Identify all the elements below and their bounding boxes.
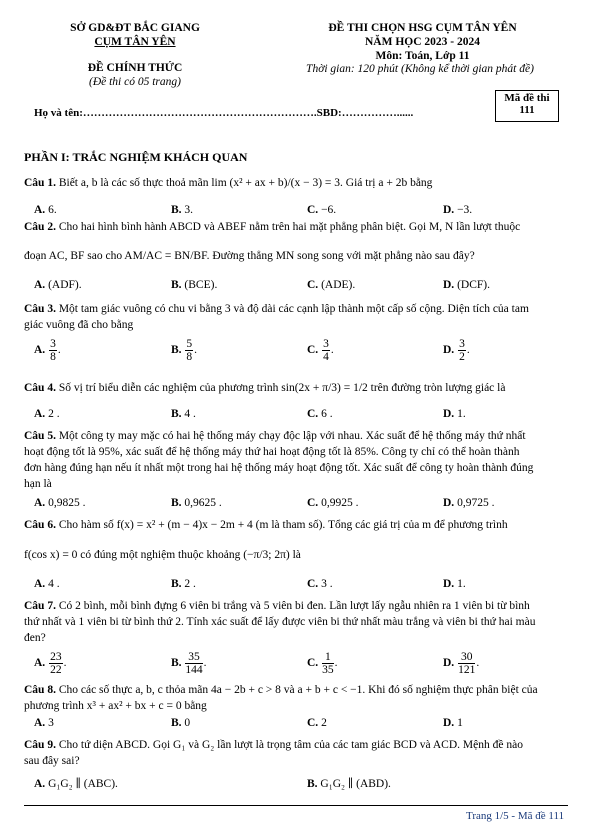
question-text: Một công ty may mặc có hai hệ thống máy chạy độc lập với nhau. Xác suất để hệ thống máy thứ nhất [58,430,526,442]
q4-option-d[interactable]: D. 1. [443,408,466,420]
question-text: Cho các số thực a, b, c thỏa mãn 4a − 2b + c > 8 và a + b + c < −1. Khi đó số nghiệm thực phân biệt của [58,684,538,696]
exam-code-label: Mã đề thi [504,92,550,104]
question-3 [24,303,529,315]
question-text: Số vị trí biểu diễn các nghiệm của phương trình sin(2x + π/3) = 1/2 trên đường tròn lượng giác là [58,382,506,394]
question-4 [24,382,505,394]
footer-divider [24,805,568,806]
question-2-line2: đoạn AC, BF sao cho AM/AC = BN/BF. Đường thẳng MN song song với mặt phẳng nào sau đây? [24,250,475,262]
q1-option-d[interactable]: D. −3. [443,204,473,216]
question-label: Câu 4. [24,382,56,394]
q1-option-b[interactable]: B. 3. [171,204,194,216]
question-1 [24,177,432,189]
q5-option-d[interactable]: D. 0,9725 . [443,497,495,509]
cluster-name: CỤM TÂN YÊN [94,36,176,48]
question-9 [24,739,523,751]
q2-option-a[interactable]: A. (ADF). [34,279,82,291]
q6-option-a[interactable]: A. 4 . [34,578,60,590]
q4-option-b[interactable]: B. 4 . [171,408,196,420]
q9-option-b[interactable]: B. G₁G₂ ∥ (ABD). [307,778,391,790]
page-footer: Trang 1/5 - Mã đề 111 [466,810,565,822]
question-label: Câu 2. [24,221,56,233]
school-year: NĂM HỌC 2023 - 2024 [365,36,480,48]
question-5 [24,430,526,442]
q7-option-c[interactable]: C. $\frac{1}{35}$ . [307,651,338,676]
question-label: Câu 7. [24,600,56,612]
exam-time: Thời gian: 120 phút (Không kể thời gian phát đề) [306,63,534,75]
question-7-line3: đen? [24,632,46,644]
q7-option-d[interactable]: D. $\frac{30}{121}$ . [443,651,480,676]
question-label: Câu 1. [24,177,56,189]
q5-option-a[interactable]: A. 0,9825 . [34,497,86,509]
q3-option-a[interactable]: A. $\frac{3}{8}$ . [34,338,61,363]
question-7 [24,600,530,612]
q6-option-c[interactable]: C. 3 . [307,578,333,590]
q6-option-b[interactable]: B. 2 . [171,578,196,590]
q7-option-b[interactable]: B. $\frac{35}{144}$ . [171,651,207,676]
candidate-name-line: Họ và tên:……………………………………………………….SBD:……………...... [34,107,414,119]
q6-option-d[interactable]: D. 1. [443,578,466,590]
question-8-line2: phương trình x³ + ax² + bx + c = 0 bằng [24,700,207,712]
question-2 [24,221,520,233]
question-5-line3: đơn hàng đúng hạn nếu ít nhất một trong hai hệ thống máy hoạt động tốt. Xác suất để công ty hoàn thành đúng [24,462,534,474]
q5-option-c[interactable]: C. 0,9925 . [307,497,359,509]
q2-option-d[interactable]: D. (DCF). [443,279,490,291]
question-label: Câu 3. [24,303,56,315]
q8-option-d[interactable]: D. 1 [443,717,463,729]
q9-option-a[interactable]: A. G₁G₂ ∥ (ABC). [34,778,118,790]
q8-option-b[interactable]: B. 0 [171,717,191,729]
question-text: Cho tứ diện ABCD. Gọi G₁ và G₂ lần lượt là trọng tâm của các tam giác BCD và ACD. Mệnh đề nào [58,739,523,751]
question-7-line2: thứ nhất và 1 viên bi từ bình thứ 2. Tính xác suất để lấy được viên bi thứ nhất màu trắng và viên bi thứ hai màu [24,616,536,628]
q2-option-b[interactable]: B. (BCE). [171,279,218,291]
q4-option-a[interactable]: A. 2 . [34,408,60,420]
q8-option-a[interactable]: A. 3 [34,717,54,729]
question-6-line2: f(cos x) = 0 có đúng một nghiệm thuộc khoảng (−π/3; 2π) là [24,549,301,561]
question-text: Một tam giác vuông có chu vi bằng 3 và độ dài các cạnh lập thành một cấp số cộng. Diện tích của tam [58,303,529,315]
question-5-line2: hoạt động tốt là 95%, xác suất để hệ thống máy thứ hai hoạt động tốt là 85%. Công ty chỉ có thể hoàn thành [24,446,520,458]
question-8 [24,684,538,696]
pages-note: (Đề thi có 05 trang) [89,76,181,88]
question-text: Cho hai hình bình hành ABCD và ABEF nằm trên hai mặt phẳng phân biệt. Gọi M, N lần lượt thuộc [58,221,521,233]
question-text: Biết a, b là các số thực thoả mãn lim (x² + ax + b)/(x − 3) = 3. Giá trị a + 2b bằng [58,177,433,189]
part-title: PHẦN I: TRẮC NGHIỆM KHÁCH QUAN [24,150,248,164]
q1-option-c[interactable]: C. −6. [307,204,337,216]
subject: Môn: Toán, Lớp 11 [375,50,470,62]
q8-option-c[interactable]: C. 2 [307,717,327,729]
question-text: Có 2 bình, mỗi bình đựng 6 viên bi trắng và 5 viên bi đen. Lần lượt lấy ngẫu nhiên ra 1 viên bi từ bình [58,600,530,612]
q1-option-a[interactable]: A. 6. [34,204,57,216]
question-9-line2: sau đây sai? [24,755,80,767]
exam-code-value: 111 [519,104,535,116]
exam-code-box [495,90,559,122]
q7-option-a[interactable]: A. $\frac{23}{22}$ . [34,651,67,676]
question-label: Câu 5. [24,430,56,442]
question-label: Câu 9. [24,739,56,751]
q3-option-c[interactable]: C. $\frac{3}{4}$ . [307,338,334,363]
question-text: Cho hàm số f(x) = x² + (m − 4)x − 2m + 4 (m là tham số). Tổng các giá trị của m để phương trình [58,519,508,531]
question-label: Câu 8. [24,684,56,696]
q2-option-c[interactable]: C. (ADE). [307,279,356,291]
question-label: Câu 6. [24,519,56,531]
question-5-line4: hạn là [24,478,52,490]
q3-option-b[interactable]: B. $\frac{5}{8}$ . [171,338,198,363]
question-3-line2: giác vuông đã cho bằng [24,319,134,331]
question-6 [24,519,508,531]
q5-option-b[interactable]: B. 0,9625 . [171,497,222,509]
q3-option-d[interactable]: D. $\frac{3}{2}$ . [443,338,470,363]
q4-option-c[interactable]: C. 6 . [307,408,333,420]
exam-title: ĐỀ THI CHỌN HSG CỤM TÂN YÊN [328,22,517,34]
official-label: ĐỀ CHÍNH THỨC [87,62,183,74]
dept-name: SỞ GD&ĐT BẮC GIANG [70,22,200,34]
